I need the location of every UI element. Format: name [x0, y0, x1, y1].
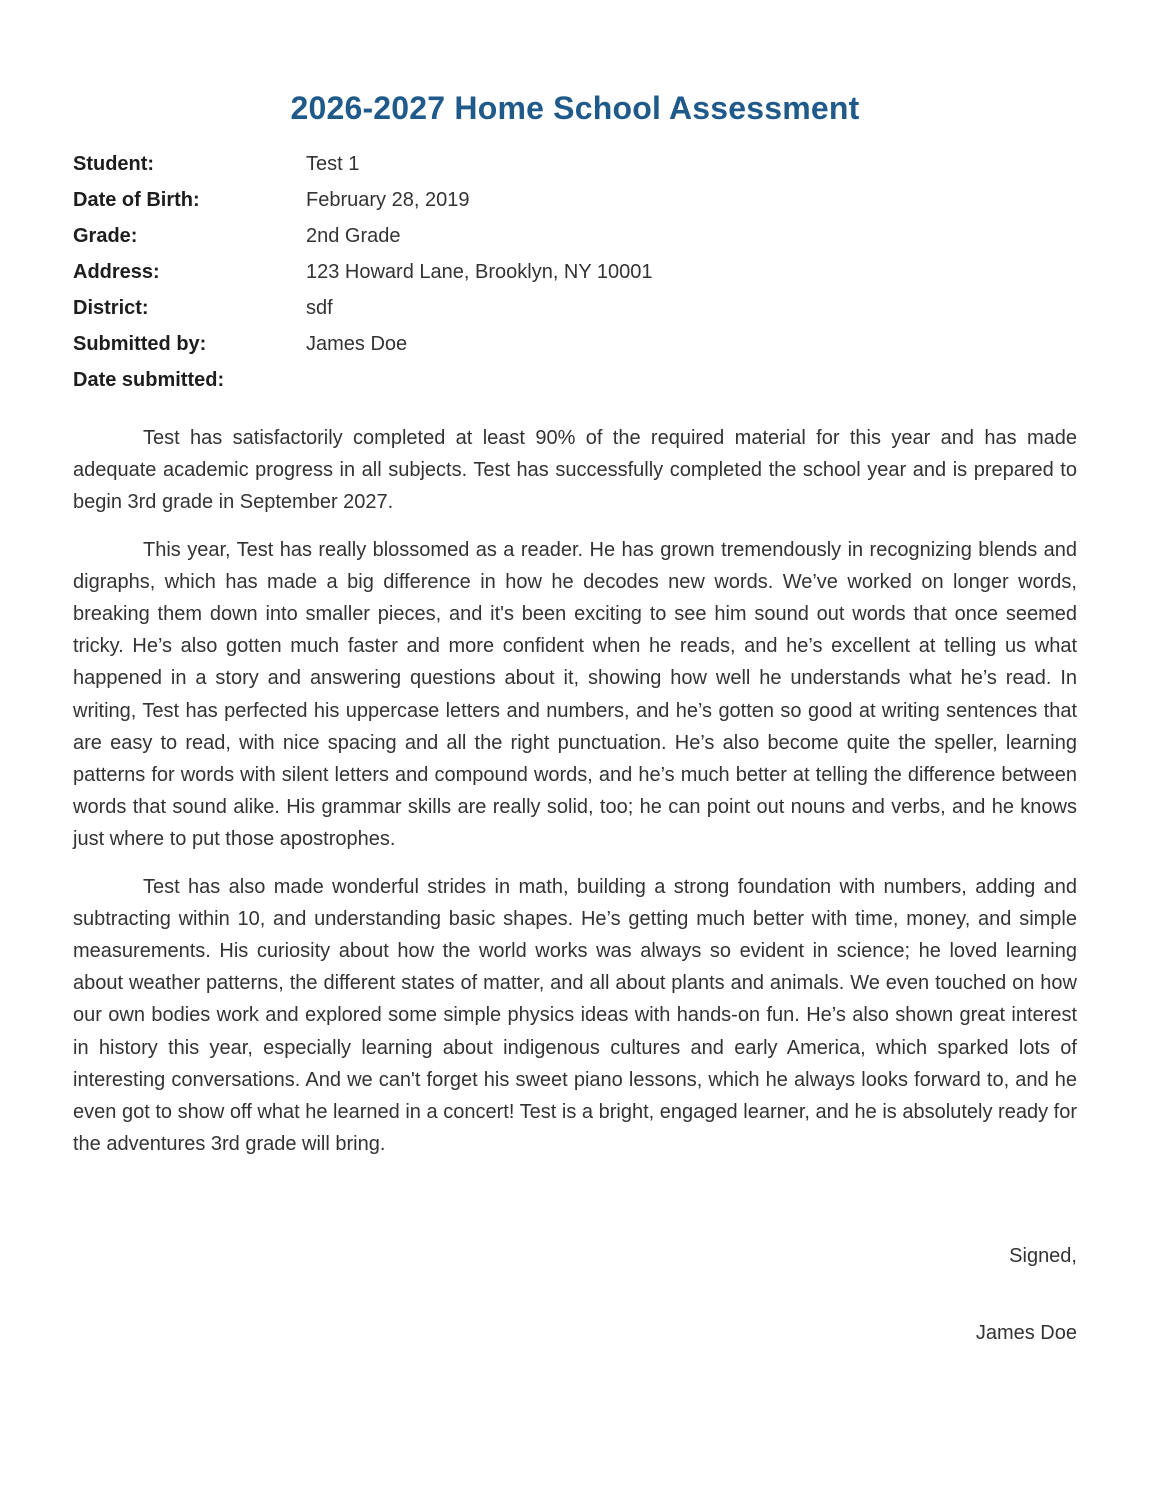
info-row-date-of-birth [73, 182, 1077, 218]
signoff-label: Signed, [1009, 1245, 1077, 1267]
info-value: Test 1 [306, 152, 360, 175]
paragraph-summary: Test has satisfactorily completed at least 90% of the required material for this year and has made adequate academic progress in all subjects. Test has successfully completed the school year and is prepared to begin 3rd grade in September 2027. [73, 427, 1077, 514]
info-label: Date of Birth: [73, 188, 200, 211]
signer-name: James Doe [975, 1322, 1077, 1344]
info-value: 123 Howard Lane, Brooklyn, NY 10001 [306, 260, 653, 283]
info-row-district [73, 290, 1077, 326]
info-label: Grade: [73, 224, 138, 247]
info-label: Student: [73, 152, 155, 175]
info-row-address [73, 254, 1077, 290]
info-row-date-submitted [73, 362, 1077, 398]
info-row-student [73, 146, 1077, 182]
student-info-table [73, 146, 1077, 398]
paragraph-language-arts: This year, Test has really blossomed as a reader. He has grown tremendously in recognizing blends and digraphs, which has made a big difference in how he decodes new words. We’ve worked on longer words, breaking them down into smaller pieces, and it's been exciting to see him sound out words that once seemed tricky. He’s also gotten much faster and more confident when he reads, and he’s excellent at telling us what happened in a story and answering questions about it, showing how well he understands what he’s read. In writing, Test has perfected his uppercase letters and numbers, and he’s gotten so good at writing sentences that are easy to read, with nice spacing and all the right punctuation. He’s also become quite the speller, learning patterns for words with silent letters and compound words, and he’s much better at telling the difference between words that sound alike. His grammar skills are really solid, too; he can point out nouns and verbs, and he knows just where to put those apostrophes. [73, 538, 1077, 851]
assessment-body [73, 422, 1077, 1175]
paragraph-math-science: Test has also made wonderful strides in math, building a strong foundation with numbers, adding and subtracting within 10, and understanding basic shapes. He’s getting much better with time, money, and simple measurements. His curiosity about how the world works was always so evident in science; he loved learning about weather patterns, the different states of matter, and all about plants and animals. We even touched on how our own bodies work and explored some simple physics ideas with hands-on fun. He’s also shown great interest in history this year, especially learning about indigenous cultures and early America, which sparked lots of interesting conversations. And we can't forget his sweet piano lessons, which he always looks forward to, and he even got to show off what he learned in a concert! Test is a bright, engaged learner, and he is absolutely ready for the adventures 3rd grade will bring. [73, 875, 1077, 1156]
info-value: sdf [306, 296, 333, 319]
info-label: Address: [73, 260, 160, 283]
info-label: Submitted by: [73, 332, 207, 355]
info-value: 2nd Grade [306, 224, 401, 247]
info-label: District: [73, 296, 149, 319]
info-value: February 28, 2019 [306, 188, 470, 211]
info-value: James Doe [306, 332, 408, 355]
info-row-grade [73, 218, 1077, 254]
info-label: Date submitted: [73, 368, 225, 391]
document-page [73, 0, 1077, 1509]
document-title: 2026-2027 Home School Assessment [290, 90, 860, 126]
info-row-submitted-by [73, 326, 1077, 362]
